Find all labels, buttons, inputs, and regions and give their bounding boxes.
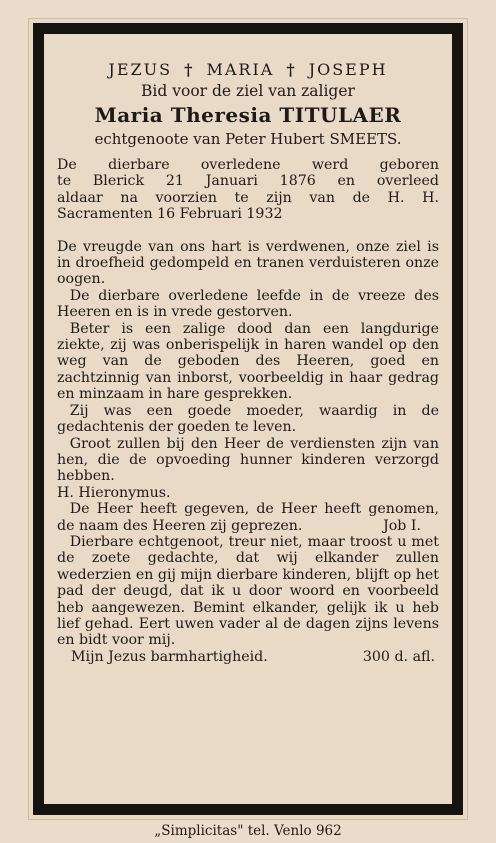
name-joseph: JOSEPH <box>308 60 388 79</box>
memorial-card <box>28 18 468 820</box>
paragraph: Dierbare echtgenoot, treur niet, maar troost u met de zoete gedachte, dat wij elkander zullen wederzien en gij mijn dierbare kinderen, blijft op het pad der deugd, dat ik u door woord en voorbeeld heb aangewezen. Bemint elkander, gelijk ik u heb lief gehad. Eert uwen vader al de dagen zijns levens en bidt voor mij. <box>57 533 439 649</box>
closing-line <box>57 649 439 665</box>
name-jezus: JEZUS <box>108 60 173 79</box>
bio-line: te Blerick 21 Januari 1876 en overleed <box>57 173 439 190</box>
cross-icon: † <box>286 60 297 79</box>
paragraph: Beter is een zalige dood dan een langdurige ziekte, zij was onberispelijk in haren wandel op den weg van de geboden des Heeren, goed en zachtzinnig van inborst, voorbeeldig in haar gedrag en minzaam in hare gesprekken. <box>57 320 439 403</box>
spouse-line: echtgenoote van Peter Hubert SMEETS. <box>94 130 402 148</box>
paragraph: Groot zullen bij den Heer de verdiensten zijn van hen, die de opvoeding hunner kinderen verzorgd hebben. <box>57 435 439 485</box>
prayer-request: Bid voor de ziel van zaliger <box>141 82 355 100</box>
paragraph-text: De Heer heeft gegeven, de Heer heeft genomen, de naam des Heeren zij geprezen. <box>57 501 439 534</box>
attribution: H. Hieronymus. <box>57 484 171 501</box>
deceased-name: Maria Theresia TITULAER <box>94 103 402 127</box>
indulgence: 300 d. afl. <box>362 648 435 665</box>
closing-prayer: Mijn Jezus barmhartigheid. <box>71 648 268 665</box>
name-maria: MARIA <box>206 60 275 79</box>
cross-icon: † <box>184 60 195 79</box>
paragraph: Zij was een goede moeder, waardig in de gedachtenis der goeden te leven. <box>57 402 439 436</box>
black-border-frame <box>33 23 463 815</box>
card-content <box>57 42 439 798</box>
memorial-text <box>57 239 439 666</box>
paragraph: De dierbare overledene leefde in de vreeze des Heeren en is in vrede gestorven. <box>57 287 439 321</box>
paragraph: De vreugde van ons hart is verdwenen, onze ziel is in droefheid gedompeld en tranen verduisteren onze oogen. <box>57 238 439 288</box>
attribution: Job I. <box>383 517 421 534</box>
holy-names-line <box>57 61 439 79</box>
printer-imprint: „Simplicitas" tel. Venlo 962 <box>154 823 342 839</box>
bio-line: Sacramenten 16 Februari 1932 <box>57 206 283 223</box>
biography <box>57 157 439 223</box>
bio-line: De dierbare overledene werd geboren <box>57 157 439 173</box>
bio-line: aldaar na voorzien te zijn van de H. H. <box>57 189 439 206</box>
paragraph <box>57 501 439 534</box>
